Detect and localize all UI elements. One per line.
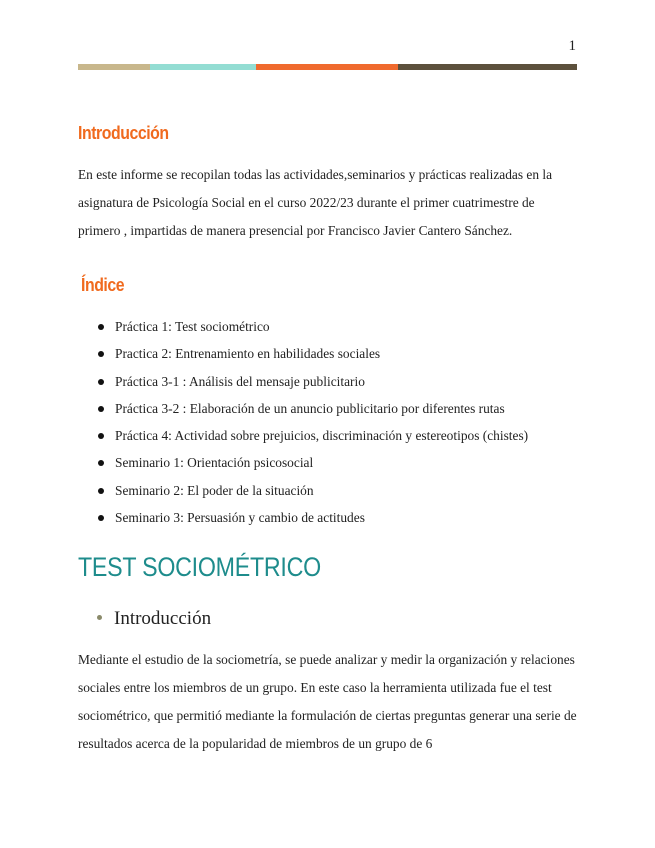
index-heading: Índice [81,275,125,295]
bullet-icon [98,433,104,439]
bullet-icon [98,324,104,330]
index-item [96,395,528,422]
index-item-label: Práctica 4: Actividad sobre prejuicios, discriminación y estereotipos (chistes) [115,428,529,444]
bullet-icon [98,351,104,357]
index-item [96,368,528,395]
test-paragraph: Mediante el estudio de la sociometría, se puede analizar y medir la organización y relaciones sociales entre los miembros de un grupo. En este caso la herramienta utilizada fue el test sociométrico, que permitió mediante la formulación de ciertas preguntas generar una serie de resultados acerca de la popularidad de miembros de un grupo de 6 [78,652,577,751]
index-item [96,340,528,367]
bullet-icon [97,615,102,620]
color-bar-segment-2 [150,64,256,70]
header-color-bar [78,64,577,70]
bullet-icon [98,515,104,521]
color-bar-segment-1 [78,64,150,70]
index-item-label: Practica 2: Entrenamiento en habilidades sociales [115,346,381,362]
bullet-icon [98,488,104,494]
subheading [97,608,211,630]
index-item-label: Práctica 1: Test sociométrico [115,319,270,334]
index-item-label: Seminario 2: El poder de la situación [115,482,314,498]
index-item-label: Práctica 3-1 : Análisis del mensaje publicitario [115,373,365,389]
index-item [96,504,528,531]
index-item [96,449,528,476]
intro-heading: Introducción [78,123,169,143]
bullet-icon [98,379,104,385]
index-item-label: Seminario 1: Orientación psicosocial [115,455,314,471]
bullet-icon [98,460,104,466]
bullet-icon [98,406,104,412]
index-list [96,313,528,531]
intro-paragraph: En este informe se recopilan todas las actividades,seminarios y prácticas realizadas en la asignatura de Psicología Social en el curso 2022/23 durante el primer cuatrimestre de primero , impartidas de manera presencial por Francisco Javier Cantero Sánchez. [78,167,553,238]
subheading-label: Introducción [114,608,212,629]
color-bar-segment-3 [256,64,398,70]
section-title: TEST SOCIOMÉTRICO [78,552,321,582]
index-item [96,422,528,449]
index-item [96,313,528,340]
color-bar-segment-4 [398,64,577,70]
index-item [96,477,528,504]
index-item-label: Seminario 3: Persuasión y cambio de actitudes [115,510,365,526]
index-item-label: Práctica 3-2 : Elaboración de un anuncio publicitario por diferentes rutas [115,400,505,416]
page-number: 1 [568,38,576,54]
